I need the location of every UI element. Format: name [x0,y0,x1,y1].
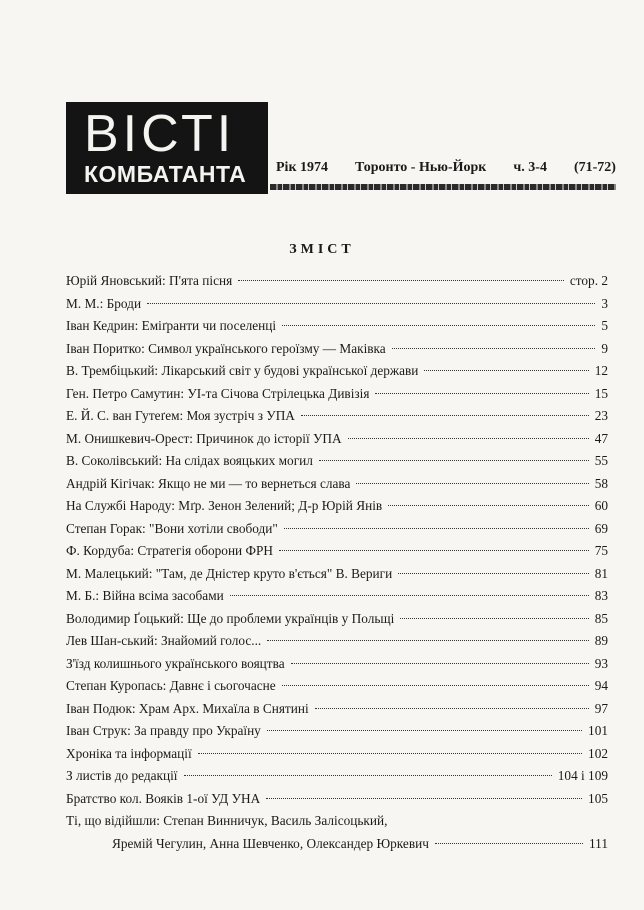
issue-cities: Торонто - Нью-Йорк [355,160,487,175]
toc-entry [66,293,608,316]
toc-entry-title: На Службі Народу: Мґр. Зенон Зелений; Д-р Юрій Янів [66,498,383,513]
toc-entry [66,315,608,338]
toc-entry [66,405,608,428]
toc-entry-page: 104 і 109 [557,768,608,783]
toc-leader [424,370,588,371]
toc-entry [66,585,608,608]
toc-entry-title: Лев Шан-ський: Знайомий голос... [66,633,262,648]
toc-entry-page: 111 [589,835,608,851]
toc-entry-page: 5 [601,318,608,333]
toc-entry [66,383,608,406]
toc-leader [398,573,588,574]
toc-entry-title: Андрій Кігічак: Якщо не ми — то вернеться слава [66,475,351,491]
toc-leader [356,483,588,484]
toc-entry [66,675,608,698]
toc-entry-title: Іван Кедрин: Еміґранти чи поселенці [66,318,277,333]
toc-entry-page: 69 [594,520,608,536]
toc-entry [66,450,608,473]
issue-line [276,160,616,176]
toc-entry-page: 75 [594,543,608,558]
toc-leader [267,730,582,731]
toc-entry-title: Ті, що відійшли: Степан Винничук, Василь Залісоцький, [66,813,388,828]
toc-leader [400,618,588,619]
toc-entry-page: 94 [594,678,608,693]
toc-entry-title: Юрій Яновський: П'ята пісня [66,273,233,288]
toc-entry-title: Яремій Чегулин, Анна Шевченко, Олександер Юркевич [112,835,429,851]
toc-entry [66,720,608,743]
toc-entry-title: М. Б.: Війна всіма засобами [66,588,224,603]
toc-leader [238,280,564,281]
toc-leader [291,663,589,664]
toc-leader [279,550,589,551]
toc-leader [284,528,589,529]
toc-leader [392,348,596,349]
toc-entry-page: 89 [594,633,608,648]
toc-entry-title: Іван Поритко: Символ українського героїзму — Маківка [66,340,386,356]
toc-entry-continuation [66,833,608,856]
issue-year: Рік 1974 [276,160,329,175]
toc-leader [348,438,589,439]
toc-leader [184,775,552,776]
toc-leader [301,415,589,416]
toc-entry [66,518,608,541]
toc-entry-page: 3 [601,295,608,311]
toc-entry-page: 85 [594,610,608,626]
toc-entry-title: Степан Горак: "Вони хотіли свободи" [66,520,278,536]
toc-entry-title: Е. Й. С. ван Гутеґем: Моя зустріч з УПА [66,408,295,423]
toc-leader [282,325,595,326]
toc-entry-title: Ген. Петро Самутин: УІ-та Січова Стрілецька Дивізія [66,385,370,401]
toc-entry [66,630,608,653]
toc-leader [198,753,582,754]
toc-leader [315,708,589,709]
toc-entry [66,563,608,586]
toc-entry-page: 15 [594,385,608,401]
toc-entry-title: З листів до редакції [66,768,178,783]
toc-entry [66,495,608,518]
toc-entry-page: стор. 2 [569,273,608,288]
toc-leader [267,640,588,641]
masthead-title: ВІСТІ [84,105,236,163]
toc-entry [66,473,608,496]
toc-leader [319,460,589,461]
toc-entry [66,428,608,451]
toc-entry-page: 97 [594,700,608,716]
toc-entry-title: В. Трембіцький: Лікарський світ у будові української держави [66,363,419,378]
masthead-logo [66,102,268,194]
toc-entry-page: 93 [594,655,608,671]
toc-entry-title: Іван Струк: За правду про Україну [66,723,261,738]
toc-entry [66,653,608,676]
toc-entry-title: В. Соколівський: На слідах вояцьких могил [66,453,313,468]
toc-leader [230,595,589,596]
toc-entry-title: Братство кол. Вояків 1-ої УД УНА [66,790,261,806]
toc-entry [66,698,608,721]
toc-heading: ЗМІСТ [289,242,355,257]
issue-numbers: (71-72) [573,160,616,175]
toc-entry-title: Хроніка та інформації [66,745,192,761]
masthead-subtitle: КОМБАТАНТА [84,161,247,187]
toc-entry-page: 105 [588,790,608,806]
toc-leader [375,393,588,394]
table-of-contents [66,270,608,855]
toc-entry-title: Іван Подюк: Храм Арх. Михаїла в Снятині [66,700,309,716]
toc-entry-title: М. М.: Броди [66,295,142,311]
toc-entry-page: 55 [594,453,608,468]
toc-entry [66,810,608,833]
toc-entry-page: 102 [588,745,608,761]
toc-entry-title: Ф. Кордуба: Стратегія оборони ФРН [66,543,273,558]
toc-entry-page: 9 [601,340,608,356]
toc-entry-title: М. Онишкевич-Орест: Причинок до історії УПА [66,430,342,446]
toc-entry-page: 60 [594,498,608,513]
toc-leader [266,798,582,799]
toc-entry [66,765,608,788]
toc-entry [66,540,608,563]
toc-entry [66,270,608,293]
toc-entry-title: Степан Куропась: Давнє і сьогочасне [66,678,276,693]
toc-entry [66,338,608,361]
toc-entry-page: 101 [588,723,608,738]
toc-entry [66,608,608,631]
toc-entry-page: 58 [594,475,608,491]
toc-entry-page: 81 [594,565,608,581]
toc-leader [435,843,583,844]
toc-entry-page: 83 [594,588,608,603]
toc-entry-page: 12 [594,363,608,378]
toc-entry-title: М. Малецький: "Там, де Дністер круто в'ється" В. Вериги [66,565,393,581]
issue-number: ч. 3-4 [513,160,547,175]
toc-leader [282,685,589,686]
toc-entry-page: 47 [594,430,608,446]
toc-entry-title: Володимир Ґоцький: Ще до проблеми українців у Польщі [66,610,395,626]
toc-entry [66,743,608,766]
toc-leader [147,303,595,304]
toc-entry [66,788,608,811]
toc-leader [388,505,589,506]
toc-entry-title: З'їзд колишнього українського вояцтва [66,655,285,671]
toc-entry [66,360,608,383]
toc-entry-page: 23 [594,408,608,423]
masthead-divider [270,184,616,190]
